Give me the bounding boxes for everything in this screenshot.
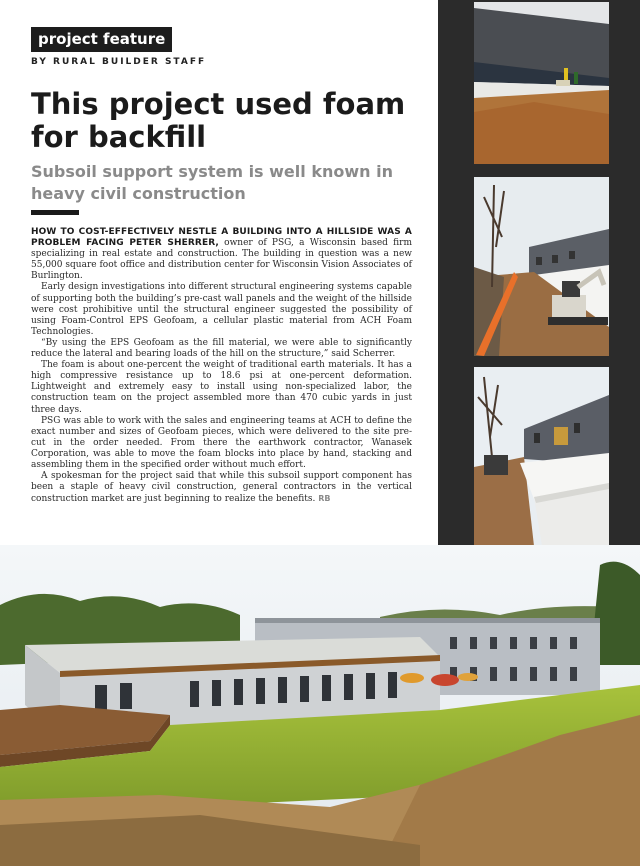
byline: BY RURAL BUILDER STAFF xyxy=(31,57,207,67)
photo-foam-wall xyxy=(474,2,609,164)
headline: This project used foam for backfill xyxy=(31,87,406,154)
photo-excavator xyxy=(474,177,609,356)
body-paragraph-3: “By using the EPS Geofoam as the fill material, we were able to significantly reduce the lateral and bearing loads of the hill on the structure,” said Scherrer. xyxy=(31,337,412,360)
photo-geofoam-blocks xyxy=(474,367,609,546)
body-paragraph-4: The foam is about one-percent the weight of traditional earth materials. It has a high compressive resistance up to 18.6 psi at one-percent deformation. Lightweight and extremely easy to install using non-specialized labor, the construction team on the project assembled more than 470 cubic yards in just three days. xyxy=(31,360,412,415)
article-body xyxy=(31,227,412,505)
photo-completed-building xyxy=(0,545,640,866)
lead-in: HOW TO COST-EFFECTIVELY NESTLE A BUILDING INTO A HILLSIDE WAS A PROBLEM FACING PETER SHERRER, xyxy=(31,227,412,249)
body-paragraph-1 xyxy=(31,227,412,282)
section-tag: project feature xyxy=(31,27,172,52)
body-paragraph-6 xyxy=(31,471,412,505)
paragraph-6-text: A spokesman for the project said that while this subsoil support component has been a staple of heavy civil construction, general contractors in the vertical construction market are just beginning to realize the benefits. xyxy=(31,471,412,505)
subhead: Subsoil support system is well known in heavy civil construction xyxy=(31,162,393,203)
body-paragraph-5: PSG was able to work with the sales and engineering teams at ACH to define the exact number and sizes of Geofoam pieces, which were delivered to the site pre-cut in the order needed. From there the earthwork contractor, Wanasek Corporation, was able to move the foam blocks into place by hand, stacking and assembling them in the specified order without much effort. xyxy=(31,415,412,470)
body-paragraph-2: Early design investigations into different structural engineering systems capable of supporting both the building’s pre-cast wall panels and the weight of the hillside were cost prohibitive until the structural engineer suggested the possibility of using Foam-Control EPS Geofoam, a cellular plastic material from ACH Foam Technologies. xyxy=(31,282,412,337)
title-rule xyxy=(31,210,79,215)
paragraph-1-text: owner of PSG, a Wisconsin based firm specializing in real estate and construction. The building in question was a new 55,000 square foot office and distribution center for Wisconsin Vision Associates of Burlington. xyxy=(31,238,413,282)
end-mark: RB xyxy=(318,494,331,504)
